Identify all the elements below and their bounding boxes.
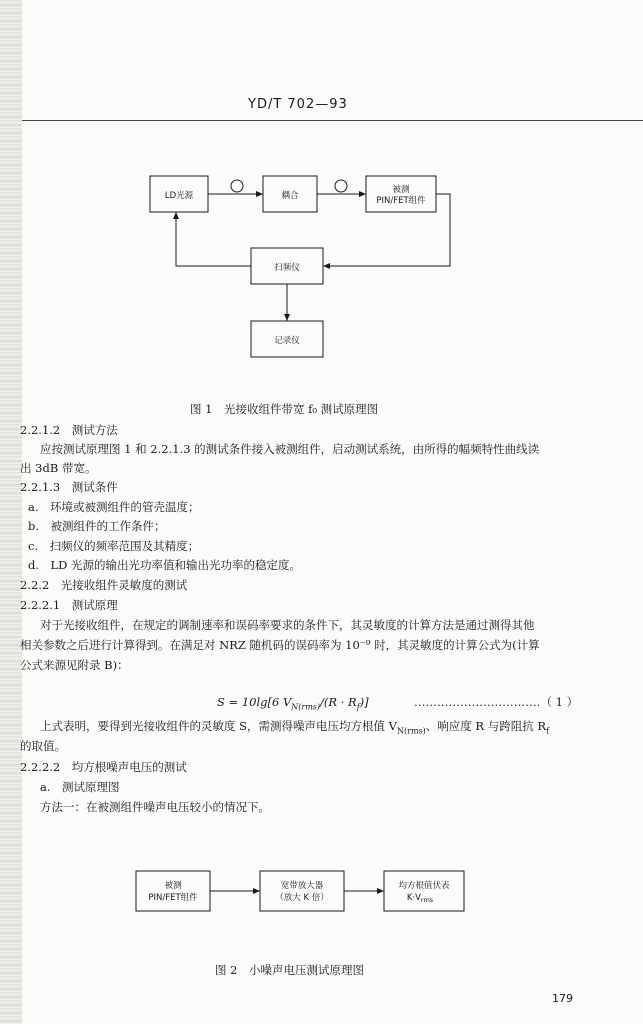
p3-part-1: 上式表明，要得到光接收组件的灵敏度 S，需测得噪声电压均方根值 V <box>40 719 397 733</box>
p3-part-2: 、响应度 R 与跨阻抗 R <box>425 719 547 733</box>
page-number: 179 <box>552 992 573 1005</box>
condition-b: b. 被测组件的工作条件； <box>28 519 166 533</box>
fig2-receiver-box <box>136 871 210 911</box>
p3-sub-2: f <box>546 726 550 736</box>
fig2-meter-label-sub: rms <box>420 896 434 904</box>
fig2-amp-label-line2: （放大 K 倍） <box>275 893 329 903</box>
sensitivity-formula <box>217 695 369 714</box>
fig2-amp-label-line1: 宽带放大器 <box>280 881 324 891</box>
condition-d: d. LD 光源的输出光功率值和输出光功率的稳定度。 <box>28 558 302 572</box>
recorder-label: 记录仪 <box>274 336 300 346</box>
paragraph-2-line-2: 相关参数之后进行计算得到。在满足对 NRZ 随机码的误码率为 10⁻⁹ 时，其灵敏度的计算公式为(计算 <box>20 638 540 652</box>
paragraph-3-line-2: 的取值。 <box>20 739 66 753</box>
paragraph-1-line-2: 出 3dB 带宽。 <box>20 461 97 475</box>
paragraph-2-line-3: 公式来源见附录 B)： <box>20 658 129 672</box>
section-2222-title: 2.2.2.2 均方根噪声电压的测试 <box>20 760 187 774</box>
condition-a: a. 环境或被测组件的管壳温度； <box>28 500 200 514</box>
paragraph-3-line-1 <box>40 719 549 738</box>
fig2-receiver-label-line2: PIN/FET组件 <box>148 893 198 903</box>
formula-sub-1: N(rms) <box>291 702 321 712</box>
fiber-loop-2 <box>335 180 347 192</box>
figure-1-caption: 图 1 光接收组件带宽 f₀ 测试原理图 <box>190 402 379 416</box>
item-a-diagram-heading: a. 测试原理图 <box>40 780 120 794</box>
formula-number: ……………………………（ 1 ） <box>414 695 579 709</box>
fig2-receiver-label-line1: 被测 <box>164 881 182 891</box>
fig2-meter-label-line1: 均方根值伏表 <box>398 881 450 891</box>
section-222-title: 2.2.2 光接收组件灵敏度的测试 <box>20 578 188 592</box>
coupler-label: 耦合 <box>281 191 299 201</box>
paragraph-2-line-1: 对于光接收组件，在规定的调制速率和误码率要求的条件下，其灵敏度的计算方法是通过测得其他 <box>40 618 535 632</box>
formula-part-2: /(R · R <box>320 695 357 709</box>
paragraph-1-line-1: 应按测试原理图 1 和 2.2.1.3 的测试条件接入被测组件，启动测试系统，由所得的幅频特性曲线读 <box>40 442 540 456</box>
section-2213-title: 2.2.1.3 测试条件 <box>20 480 118 494</box>
condition-c: c. 扫频仪的频率范围及其精度； <box>28 539 200 553</box>
fig2-meter-box <box>384 871 464 911</box>
figure-2-caption: 图 2 小噪声电压测试原理图 <box>215 963 364 977</box>
sweeper-label: 扫频仪 <box>274 263 300 273</box>
p3-sub-1: N(rms) <box>397 726 426 736</box>
fiber-loop-1 <box>231 180 243 192</box>
fig2-meter-label-main: K·V <box>406 893 421 903</box>
formula-sub-2: f <box>356 702 360 712</box>
fig2-amplifier-box <box>260 871 344 911</box>
ld-source-label: LD光源 <box>164 191 194 201</box>
sweeper-to-ld-line <box>176 212 251 266</box>
standard-code-header: YD/T 702—93 <box>248 97 348 112</box>
fig2-meter-label-line2 <box>407 893 434 904</box>
section-2221-title: 2.2.2.1 测试原理 <box>20 598 118 612</box>
formula-part-1: S = 10lg[6 V <box>217 695 292 709</box>
receiver-label-line1: 被测 <box>392 185 410 195</box>
formula-part-3: )] <box>359 695 369 709</box>
receiver-label-line2: PIN/FET组件 <box>376 196 426 206</box>
section-2212-title: 2.2.1.2 测试方法 <box>20 423 118 437</box>
method-1-text: 方法一：在被测组件噪声电压较小的情况下。 <box>40 800 270 814</box>
